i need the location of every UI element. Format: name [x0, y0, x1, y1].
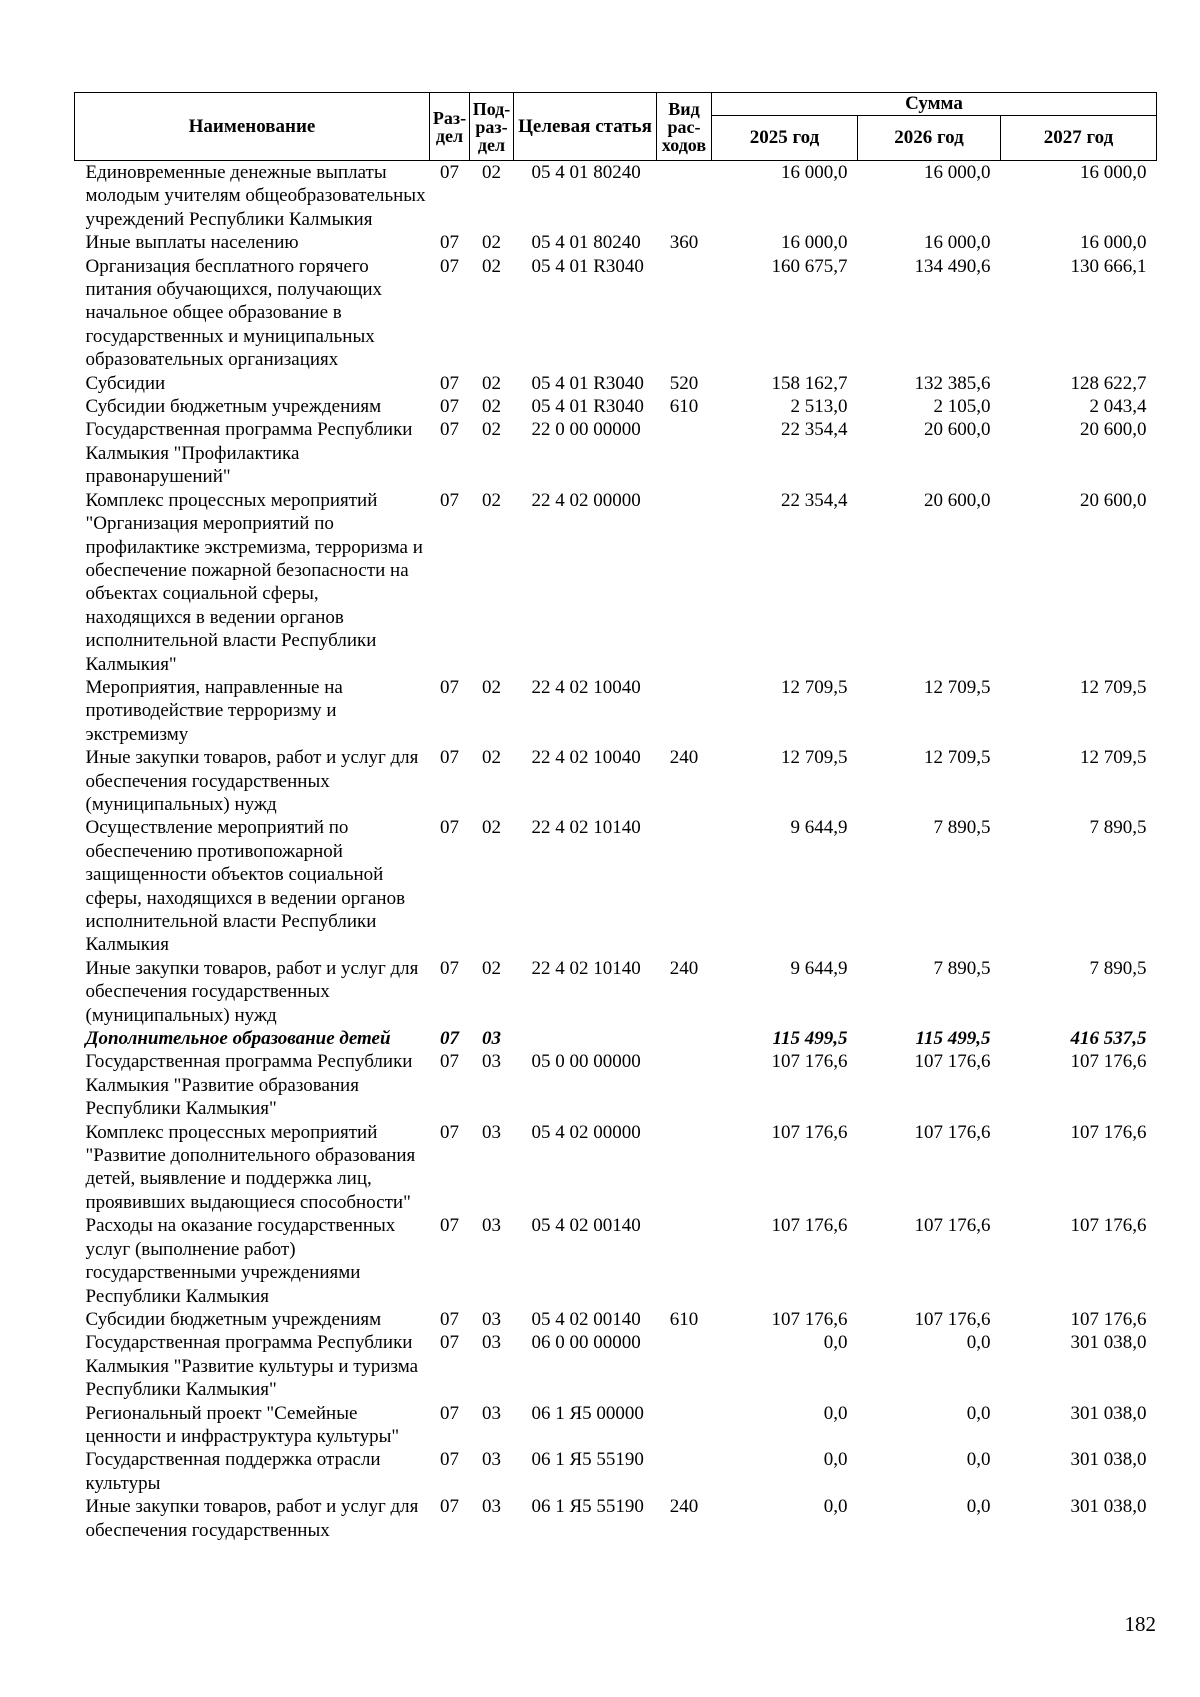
row-celevaya-statya: 06 1 Я5 55190: [531, 1496, 644, 1518]
row-name: Иные закупки товаров, работ и услуг для обеспечения государственных (муниципальных) нужд: [85, 957, 419, 1026]
table-row: [75, 1495, 1157, 1542]
row-sum-2025: 16 000,0: [781, 232, 848, 254]
row-sum-2026: 16 000,0: [924, 232, 991, 254]
header-razdel: Раз-дел: [430, 93, 470, 161]
row-sum-2027: 12 709,5: [1080, 747, 1147, 769]
row-sum-2025: 12 709,5: [781, 747, 848, 769]
row-podrazdel: 03: [482, 1449, 501, 1471]
row-sum-2026: 12 709,5: [924, 676, 991, 698]
row-sum-2027: 16 000,0: [1080, 162, 1147, 183]
row-sum-2026: 107 176,6: [914, 1308, 991, 1330]
row-razdel: 07: [440, 1332, 459, 1354]
row-podrazdel: 03: [482, 1215, 501, 1237]
row-celevaya-statya: 06 1 Я5 55190: [531, 1449, 644, 1471]
table-row: [75, 489, 1157, 676]
row-podrazdel: 03: [482, 1308, 501, 1330]
row-sum-2026: 115 499,5: [915, 1028, 991, 1050]
row-sum-2027: 130 666,1: [1070, 255, 1147, 277]
row-vid-rashodov: 360: [669, 232, 699, 254]
row-razdel: 07: [440, 1121, 459, 1143]
row-sum-2027: 7 890,5: [1089, 957, 1147, 979]
row-razdel: 07: [440, 372, 459, 394]
header-name: Наименование: [75, 93, 430, 161]
row-vid-rashodov: [657, 1050, 712, 1120]
table-row: [75, 1331, 1157, 1401]
table-row: [75, 1448, 1157, 1495]
row-name: Иные закупки товаров, работ и услуг для обеспечения государственных (муниципальных) нужд: [85, 747, 419, 815]
row-celevaya-statya: 05 0 00 00000: [531, 1051, 641, 1073]
row-celevaya-statya: 22 4 02 00000: [531, 489, 641, 511]
row-podrazdel: 02: [482, 957, 501, 979]
row-vid-rashodov: [657, 161, 712, 232]
row-sum-2026: 0,0: [966, 1496, 991, 1518]
row-sum-2027: 7 890,5: [1089, 817, 1147, 839]
row-sum-2027: 16 000,0: [1080, 232, 1147, 254]
table-row: [75, 255, 1157, 372]
row-sum-2025: 0,0: [823, 1402, 848, 1424]
row-podrazdel: 02: [482, 162, 501, 183]
row-vid-rashodov: 610: [669, 396, 699, 418]
row-celevaya-statya: 22 4 02 10040: [531, 676, 641, 698]
row-vid-rashodov: [657, 676, 712, 746]
row-sum-2025: 0,0: [823, 1449, 848, 1471]
row-sum-2026: 0,0: [966, 1402, 991, 1424]
table-row: [75, 161, 1157, 232]
row-vid-rashodov: [657, 489, 712, 676]
row-sum-2027: 107 176,6: [1070, 1215, 1147, 1237]
row-podrazdel: 02: [482, 676, 501, 698]
row-celevaya-statya: 22 0 00 00000: [531, 419, 641, 441]
row-vid-rashodov: [657, 255, 712, 372]
table-row: [75, 746, 1157, 816]
row-sum-2026: 0,0: [966, 1449, 991, 1471]
row-sum-2026: 20 600,0: [924, 419, 991, 441]
row-podrazdel: 02: [482, 232, 501, 254]
row-sum-2027: 301 038,0: [1070, 1449, 1147, 1471]
row-sum-2026: 132 385,6: [914, 372, 991, 394]
row-vid-rashodov: [657, 1121, 712, 1215]
row-celevaya-statya: 05 4 02 00140: [531, 1215, 641, 1237]
row-sum-2025: 9 644,9: [790, 817, 848, 839]
row-vid-rashodov: [657, 418, 712, 488]
table-row: [75, 418, 1157, 488]
row-podrazdel: 03: [482, 1028, 501, 1050]
row-name: Единовременные денежные выплаты молодым учителям общеобразовательных учреждений Республики Калмыкия: [85, 162, 426, 230]
row-sum-2025: 16 000,0: [781, 162, 848, 183]
row-celevaya-statya: [514, 1027, 657, 1050]
table-row: [75, 1121, 1157, 1215]
table-row: [75, 1050, 1157, 1120]
header-year-2026: 2026 год: [858, 116, 1001, 161]
row-sum-2027: 301 038,0: [1070, 1332, 1147, 1354]
row-vid-rashodov: [657, 816, 712, 956]
row-sum-2026: 20 600,0: [924, 489, 991, 511]
row-sum-2027: 107 176,6: [1070, 1121, 1147, 1143]
row-podrazdel: 02: [482, 817, 501, 839]
row-sum-2025: 0,0: [823, 1496, 848, 1518]
row-name: Региональный проект "Семейные ценности и инфраструктура культуры": [85, 1402, 400, 1447]
row-sum-2025: 0,0: [823, 1332, 848, 1354]
row-razdel: 07: [440, 1308, 459, 1330]
row-sum-2026: 16 000,0: [924, 162, 991, 183]
row-name: Субсидии: [85, 372, 166, 394]
row-razdel: 07: [440, 817, 459, 839]
row-name: Государственная поддержка отрасли культуры: [85, 1449, 381, 1494]
row-sum-2025: 22 354,4: [781, 419, 848, 441]
row-vid-rashodov: [657, 1027, 712, 1050]
row-celevaya-statya: 05 4 01 80240: [531, 162, 641, 183]
row-sum-2027: 416 537,5: [1070, 1028, 1147, 1050]
row-razdel: 07: [440, 957, 459, 979]
row-celevaya-statya: 06 0 00 00000: [531, 1332, 641, 1354]
row-razdel: 07: [440, 489, 459, 511]
row-podrazdel: 02: [482, 372, 501, 394]
row-podrazdel: 03: [482, 1332, 501, 1354]
row-vid-rashodov: [657, 1331, 712, 1401]
table-row: [75, 1402, 1157, 1449]
row-vid-rashodov: [657, 1402, 712, 1449]
table-header: [75, 93, 1157, 161]
row-name: Комплекс процессных мероприятий "Организация мероприятий по профилактике экстремизма, терроризма и обеспечение пожарной безопасности на объектах социальной сферы, находящихся в ведении органов исполнительной власти Республики Калмыкия": [85, 489, 423, 675]
row-podrazdel: 02: [482, 396, 501, 418]
row-sum-2027: 20 600,0: [1080, 419, 1147, 441]
row-razdel: 07: [440, 1051, 459, 1073]
budget-table-wrap: [74, 92, 1156, 1542]
row-vid-rashodov: 240: [669, 747, 699, 769]
budget-table: [74, 92, 1157, 1542]
page-number: 182: [1124, 1612, 1156, 1636]
header-summa: Сумма: [712, 93, 1157, 116]
row-name: Комплекс процессных мероприятий "Развитие дополнительного образования детей, выявление и поддержка лиц, проявивших выдающиеся способности": [85, 1121, 416, 1213]
row-sum-2027: 12 709,5: [1080, 676, 1147, 698]
row-name: Субсидии бюджетным учреждениям: [85, 1308, 382, 1330]
row-sum-2026: 12 709,5: [924, 747, 991, 769]
row-razdel: 07: [440, 1215, 459, 1237]
row-sum-2025: 107 176,6: [771, 1215, 848, 1237]
row-name: Дополнительное образование детей: [85, 1028, 391, 1050]
row-sum-2027: 301 038,0: [1070, 1496, 1147, 1518]
row-celevaya-statya: 05 4 01 R3040: [531, 372, 644, 394]
row-name: Государственная программа Республики Калмыкия "Развитие образования Республики Калмыкия": [85, 1051, 413, 1120]
row-razdel: 07: [440, 747, 459, 769]
row-sum-2027: 301 038,0: [1070, 1402, 1147, 1424]
header-celevaya-statya: Целевая статья: [514, 93, 657, 161]
header-vid-rashodov: Вид рас-ходов: [657, 93, 712, 161]
row-sum-2027: 2 043,4: [1089, 396, 1147, 418]
table-row: [75, 1214, 1157, 1308]
row-name: Иные закупки товаров, работ и услуг для обеспечения государственных: [85, 1496, 419, 1541]
row-sum-2027: 20 600,0: [1080, 489, 1147, 511]
row-sum-2026: 2 105,0: [933, 396, 991, 418]
table-row: [75, 676, 1157, 746]
row-razdel: 07: [440, 255, 459, 277]
header-podrazdel: Под-раз-дел: [470, 93, 514, 161]
row-razdel: 07: [440, 676, 459, 698]
row-sum-2026: 0,0: [966, 1332, 991, 1354]
row-sum-2027: 128 622,7: [1070, 372, 1147, 394]
row-sum-2025: 9 644,9: [790, 957, 848, 979]
row-vid-rashodov: [657, 1448, 712, 1495]
table-section-row: [75, 1027, 1157, 1050]
table-row: [75, 816, 1157, 956]
row-name: Иные выплаты населению: [85, 232, 299, 254]
row-podrazdel: 03: [482, 1121, 501, 1143]
row-name: Субсидии бюджетным учреждениям: [85, 396, 382, 418]
row-sum-2025: 107 176,6: [771, 1121, 848, 1143]
row-sum-2026: 107 176,6: [914, 1051, 991, 1073]
table-row: [75, 231, 1157, 254]
row-celevaya-statya: 22 4 02 10140: [531, 957, 641, 979]
row-celevaya-statya: 22 4 02 10040: [531, 747, 641, 769]
row-vid-rashodov: 240: [669, 1496, 699, 1518]
row-sum-2025: 107 176,6: [771, 1308, 848, 1330]
row-name: Расходы на оказание государственных услуг (выполнение работ) государственными учреждениями Республики Калмыкия: [85, 1215, 396, 1307]
row-sum-2026: 107 176,6: [914, 1215, 991, 1237]
row-celevaya-statya: 05 4 01 R3040: [531, 255, 644, 277]
row-sum-2025: 2 513,0: [790, 396, 848, 418]
header-year-2027: 2027 год: [1001, 116, 1157, 161]
row-razdel: 07: [440, 162, 459, 183]
row-podrazdel: 02: [482, 255, 501, 277]
table-row: [75, 395, 1157, 418]
row-name: Мероприятия, направленные на противодействие терроризму и экстремизму: [85, 676, 343, 745]
row-podrazdel: 03: [482, 1496, 501, 1518]
row-name: Государственная программа Республики Калмыкия "Развитие культуры и туризма Республики Калмыкия": [85, 1332, 419, 1401]
row-name: Осуществление мероприятий по обеспечению противопожарной защищенности объектов социальной сферы, находящихся в ведении органов исполнительной власти Республики Калмыкия: [85, 817, 406, 956]
row-vid-rashodov: 520: [669, 372, 699, 394]
row-sum-2026: 7 890,5: [933, 957, 991, 979]
row-sum-2027: 107 176,6: [1070, 1308, 1147, 1330]
row-sum-2025: 12 709,5: [781, 676, 848, 698]
header-year-2025: 2025 год: [712, 116, 858, 161]
row-razdel: 07: [440, 396, 459, 418]
table-row: [75, 372, 1157, 395]
row-celevaya-statya: 22 4 02 10140: [531, 817, 641, 839]
row-name: Организация бесплатного горячего питания обучающихся, получающих начальное общее образование в государственных и муниципальных образовательных организациях: [85, 255, 383, 371]
row-podrazdel: 03: [482, 1402, 501, 1424]
table-body: [75, 161, 1157, 1542]
row-celevaya-statya: 05 4 02 00000: [531, 1121, 641, 1143]
row-podrazdel: 02: [482, 489, 501, 511]
row-celevaya-statya: 06 1 Я5 00000: [531, 1402, 644, 1424]
row-sum-2027: 107 176,6: [1070, 1051, 1147, 1073]
row-podrazdel: 03: [482, 1051, 501, 1073]
row-podrazdel: 02: [482, 419, 501, 441]
row-razdel: 07: [440, 1496, 459, 1518]
row-sum-2026: 107 176,6: [914, 1121, 991, 1143]
table-row: [75, 1308, 1157, 1331]
row-razdel: 07: [440, 419, 459, 441]
row-celevaya-statya: 05 4 02 00140: [531, 1308, 641, 1330]
row-sum-2025: 160 675,7: [771, 255, 848, 277]
row-vid-rashodov: 240: [669, 957, 699, 979]
row-sum-2025: 115 499,5: [772, 1028, 848, 1050]
row-celevaya-statya: 05 4 01 80240: [531, 232, 641, 254]
row-razdel: 07: [440, 1028, 459, 1050]
row-sum-2026: 7 890,5: [933, 817, 991, 839]
table-row: [75, 957, 1157, 1027]
row-celevaya-statya: 05 4 01 R3040: [531, 396, 644, 418]
row-razdel: 07: [440, 1402, 459, 1424]
row-razdel: 07: [440, 232, 459, 254]
row-sum-2026: 134 490,6: [914, 255, 991, 277]
row-sum-2025: 22 354,4: [781, 489, 848, 511]
row-sum-2025: 107 176,6: [771, 1051, 848, 1073]
row-vid-rashodov: [657, 1214, 712, 1308]
row-razdel: 07: [440, 1449, 459, 1471]
row-vid-rashodov: 610: [669, 1308, 699, 1330]
row-podrazdel: 02: [482, 747, 501, 769]
row-name: Государственная программа Республики Калмыкия "Профилактика правонарушений": [85, 419, 413, 488]
row-sum-2025: 158 162,7: [771, 372, 848, 394]
